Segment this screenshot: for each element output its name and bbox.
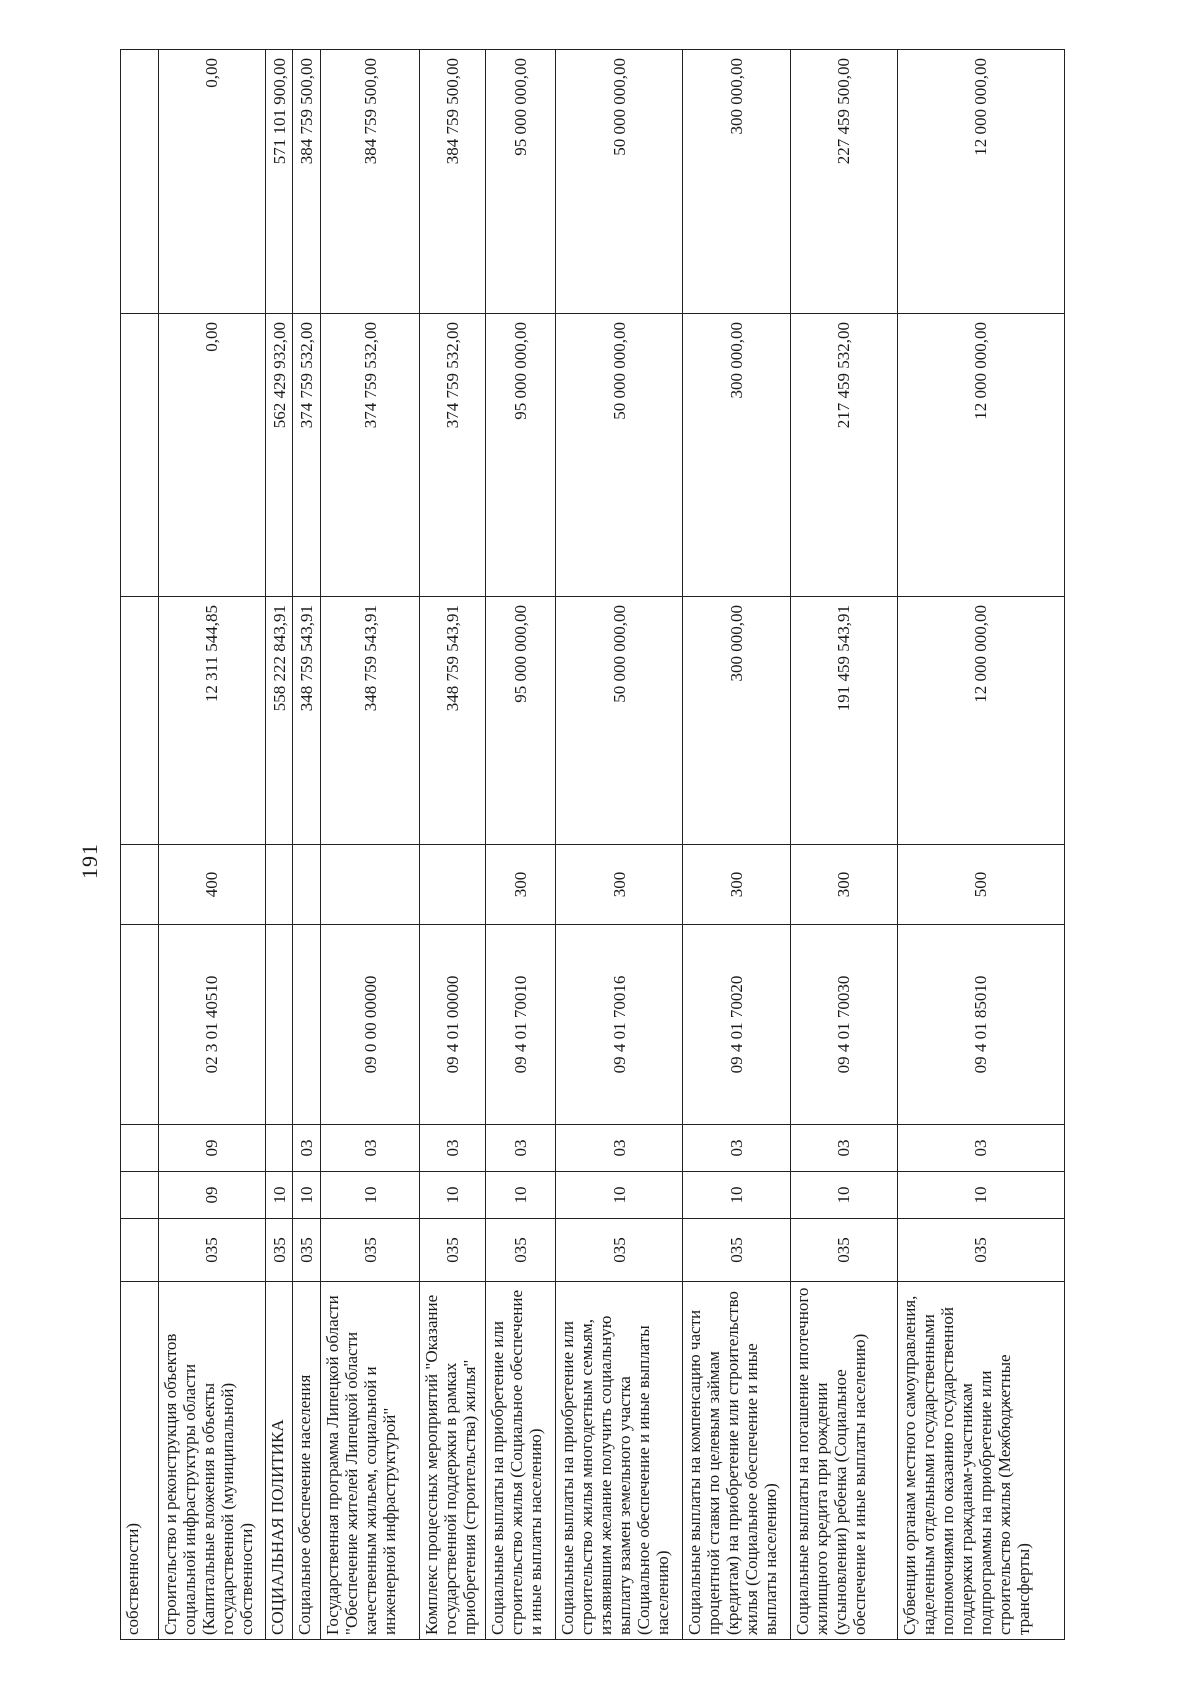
cell-subsection: 03: [419, 1125, 485, 1172]
page-number: 191: [77, 843, 102, 879]
cell-expense-type: [419, 845, 485, 925]
cell-expense-type: 300: [790, 845, 897, 925]
cell-amount-year3: 571 101 900,00: [265, 50, 293, 314]
cell-subsection: 03: [555, 1125, 683, 1172]
cell-target-article: 09 0 00 00000: [321, 925, 420, 1125]
cell-subsection: 09: [158, 1125, 265, 1172]
cell-section: 09: [158, 1172, 265, 1219]
cell-description: Социальные выплаты на приобретение или строительство жилья (Социальное обеспечение и иные выплаты населению): [486, 1282, 556, 1640]
table-row: [121, 50, 159, 1640]
cell-expense-type: 300: [486, 845, 556, 925]
cell-amount-year3: 12 000 000,00: [897, 50, 1064, 314]
cell-section: 10: [486, 1172, 556, 1219]
cell-description: СОЦИАЛЬНАЯ ПОЛИТИКА: [265, 1282, 293, 1640]
cell-amount-year2: 374 759 532,00: [419, 314, 485, 597]
cell-subsection: 03: [486, 1125, 556, 1172]
cell-amount-year3: 300 000,00: [683, 50, 790, 314]
cell-target-article: 02 3 01 40510: [158, 925, 265, 1125]
cell-admin-code: 035: [158, 1219, 265, 1282]
cell-admin-code: 035: [293, 1219, 321, 1282]
cell-target-article: 09 4 01 85010: [897, 925, 1064, 1125]
cell-amount-year2: 0,00: [158, 314, 265, 597]
cell-subsection: 03: [293, 1125, 321, 1172]
cell-subsection: 03: [321, 1125, 420, 1172]
cell-description: собственности): [121, 1282, 159, 1640]
cell-admin-code: [121, 1219, 159, 1282]
cell-section: 10: [265, 1172, 293, 1219]
cell-amount-year2: 217 459 532,00: [790, 314, 897, 597]
cell-admin-code: 035: [683, 1219, 790, 1282]
cell-amount-year2: 562 429 932,00: [265, 314, 293, 597]
cell-admin-code: 035: [555, 1219, 683, 1282]
cell-subsection: 03: [683, 1125, 790, 1172]
table-row: [897, 50, 1064, 1640]
cell-admin-code: 035: [321, 1219, 420, 1282]
cell-target-article: 09 4 01 70020: [683, 925, 790, 1125]
cell-amount-year2: 95 000 000,00: [486, 314, 556, 597]
table-row: [265, 50, 293, 1640]
cell-admin-code: 035: [897, 1219, 1064, 1282]
cell-expense-type: 500: [897, 845, 1064, 925]
cell-amount-year1: [121, 597, 159, 845]
cell-section: 10: [897, 1172, 1064, 1219]
table-body: [121, 50, 1065, 1640]
cell-amount-year2: 374 759 532,00: [321, 314, 420, 597]
cell-section: 10: [790, 1172, 897, 1219]
cell-amount-year3: [121, 50, 159, 314]
cell-target-article: 09 4 01 70016: [555, 925, 683, 1125]
cell-amount-year1: 12 000 000,00: [897, 597, 1064, 845]
cell-target-article: [121, 925, 159, 1125]
cell-amount-year3: 50 000 000,00: [555, 50, 683, 314]
cell-expense-type: [265, 845, 293, 925]
table-row: [293, 50, 321, 1640]
cell-amount-year3: 384 759 500,00: [293, 50, 321, 314]
cell-amount-year3: 384 759 500,00: [321, 50, 420, 314]
cell-target-article: [265, 925, 293, 1125]
cell-expense-type: [121, 845, 159, 925]
cell-section: 10: [293, 1172, 321, 1219]
cell-description: Социальные выплаты на приобретение или строительство жилья многодетным семьям, изъявившим желание получить социальную выплату взамен земельного участка (Социальное обеспечение и иные выплаты населению): [555, 1282, 683, 1640]
cell-amount-year1: 191 459 543,91: [790, 597, 897, 845]
cell-amount-year1: 348 759 543,91: [293, 597, 321, 845]
cell-amount-year1: 348 759 543,91: [321, 597, 420, 845]
cell-description: Социальные выплаты на компенсацию части процентной ставки по целевым займам (кредитам) на приобретение или строительство жилья (Социальное обеспечение и иные выплаты населению): [683, 1282, 790, 1640]
cell-amount-year1: 12 311 544,85: [158, 597, 265, 845]
rotated-table-container: [120, 50, 1065, 1640]
cell-target-article: 09 4 01 00000: [419, 925, 485, 1125]
cell-subsection: [265, 1125, 293, 1172]
cell-expense-type: 400: [158, 845, 265, 925]
cell-description: Социальные выплаты на погашение ипотечного жилищного кредита при рождении (усыновлении) ребенка (Социальное обеспечение и иные выплаты населению): [790, 1282, 897, 1640]
cell-target-article: 09 4 01 70030: [790, 925, 897, 1125]
cell-description: Социальное обеспечение населения: [293, 1282, 321, 1640]
table-row: [683, 50, 790, 1640]
cell-description: Комплекс процессных мероприятий "Оказание государственной поддержки в рамках приобретения (строительства) жилья": [419, 1282, 485, 1640]
table-row: [555, 50, 683, 1640]
cell-amount-year3: 0,00: [158, 50, 265, 314]
cell-amount-year2: 374 759 532,00: [293, 314, 321, 597]
cell-section: 10: [321, 1172, 420, 1219]
cell-admin-code: 035: [419, 1219, 485, 1282]
cell-expense-type: [321, 845, 420, 925]
cell-amount-year1: 95 000 000,00: [486, 597, 556, 845]
cell-amount-year1: 558 222 843,91: [265, 597, 293, 845]
cell-admin-code: 035: [265, 1219, 293, 1282]
cell-expense-type: 300: [683, 845, 790, 925]
cell-admin-code: 035: [790, 1219, 897, 1282]
cell-section: [121, 1172, 159, 1219]
cell-subsection: 03: [897, 1125, 1064, 1172]
cell-amount-year2: 50 000 000,00: [555, 314, 683, 597]
cell-amount-year3: 384 759 500,00: [419, 50, 485, 314]
cell-description: Субвенции органам местного самоуправления, наделенным отдельными государственными полномочиями по оказанию государственной поддержки гражданам-участникам подпрограммы на приобретение или строительство жилья (Межбюджетные трансферты): [897, 1282, 1064, 1640]
cell-section: 10: [683, 1172, 790, 1219]
cell-amount-year2: [121, 314, 159, 597]
cell-amount-year1: 300 000,00: [683, 597, 790, 845]
cell-admin-code: 035: [486, 1219, 556, 1282]
cell-section: 10: [555, 1172, 683, 1219]
cell-amount-year2: 300 000,00: [683, 314, 790, 597]
cell-expense-type: 300: [555, 845, 683, 925]
cell-subsection: [121, 1125, 159, 1172]
cell-expense-type: [293, 845, 321, 925]
cell-description: Строительство и реконструкция объектов социальной инфраструктуры области (Капитальные вложения в объекты государственной (муниципальной) собственности): [158, 1282, 265, 1640]
table-row: [790, 50, 897, 1640]
cell-target-article: [293, 925, 321, 1125]
cell-section: 10: [419, 1172, 485, 1219]
table-row: [419, 50, 485, 1640]
table-row: [158, 50, 265, 1640]
cell-amount-year3: 95 000 000,00: [486, 50, 556, 314]
cell-subsection: 03: [790, 1125, 897, 1172]
budget-table: [120, 49, 1065, 1640]
cell-amount-year1: 50 000 000,00: [555, 597, 683, 845]
cell-target-article: 09 4 01 70010: [486, 925, 556, 1125]
table-row: [486, 50, 556, 1640]
table-row: [321, 50, 420, 1640]
cell-amount-year2: 12 000 000,00: [897, 314, 1064, 597]
cell-amount-year3: 227 459 500,00: [790, 50, 897, 314]
cell-description: Государственная программа Липецкой области "Обеспечение жителей Липецкой области качественным жильем, социальной и инженерной инфраструктурой": [321, 1282, 420, 1640]
cell-amount-year1: 348 759 543,91: [419, 597, 485, 845]
